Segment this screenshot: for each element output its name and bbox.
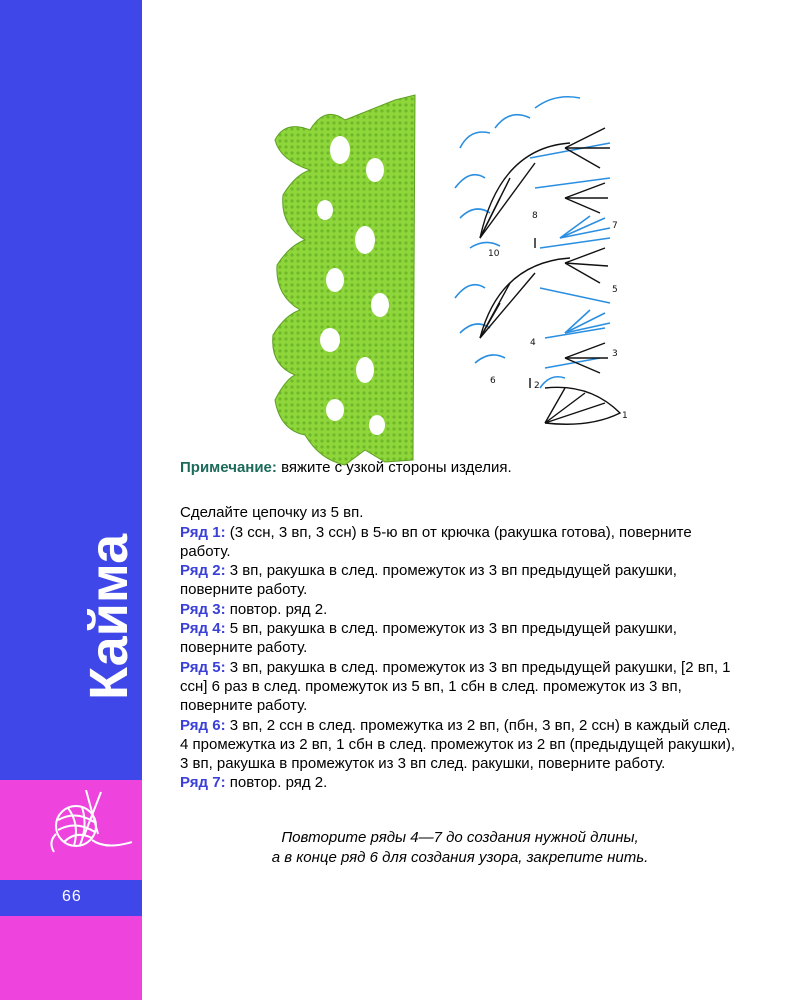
instructions (180, 458, 740, 793)
chapter-title: Кайма (79, 533, 139, 700)
row-label: Ряд 5: (180, 658, 226, 676)
final-line-2: а в конце ряд 6 для создания узора, закрепите нить. (271, 848, 649, 866)
row-2 (180, 561, 740, 600)
row-text: 3 вп, ракушка в след. промежуток из 3 вп предыдущей ракушки, поверните работу. (180, 562, 677, 599)
note-text: вяжите с узкой стороны изделия. (276, 459, 512, 476)
lace-edging-photo (265, 90, 425, 470)
row-text: (3 ссн, 3 вп, 3 ссн) в 5-ю вп от крючка (ракушка готова), поверните работу. (180, 523, 692, 560)
row-text: 3 вп, ракушка в след. промежуток из 3 вп предыдущей ракушки, [2 вп, 1 ссн] 6 раз в след. промежуток из 5 вп, 1 сбн в след. промежуток из 3 вп, поверните работу. (180, 658, 731, 715)
row-label: Ряд 6: (180, 716, 226, 734)
diagram-row-8: 8 (532, 211, 538, 221)
row-text: 5 вп, ракушка в след. промежуток из 3 вп предыдущей ракушки, поверните работу. (180, 620, 677, 657)
note-paragraph (180, 458, 740, 477)
diagram-row-4: 4 (530, 338, 536, 348)
row-text: повтор. ряд 2. (225, 774, 328, 792)
row-1 (180, 523, 740, 562)
row-text: повтор. ряд 2. (225, 600, 328, 618)
final-line-1: Повторите ряды 4—7 до создания нужной длины, (281, 829, 639, 846)
intro-line: Сделайте цепочку из 5 вп. (180, 504, 364, 522)
yarn-ball-icon (46, 790, 136, 860)
diagram-row-7: 7 (612, 221, 618, 231)
row-text: 3 вп, 2 ссн в след. промежутка из 2 вп, (пбн, 3 вп, 2 ссн) в каждый след. 4 промежутка из 2 вп, 1 сбн в след. промежуток из 2 вп (предыдущей ракушки), 3 вп, ракушка в промежуток из 3 вп след. ракушки, поверните работу. (180, 716, 736, 773)
page-number: 66 (62, 888, 82, 905)
diagram-row-10: 10 (488, 249, 500, 259)
row-5 (180, 658, 740, 716)
diagram-row-3: 3 (612, 349, 618, 359)
row-label: Ряд 4: (180, 620, 226, 638)
row-3 (180, 600, 740, 619)
row-4 (180, 619, 740, 658)
final-instruction (180, 828, 740, 867)
row-label: Ряд 3: (180, 600, 226, 618)
diagram-row-1: 1 (622, 411, 628, 421)
diagram-row-5: 5 (612, 285, 618, 295)
row-label: Ряд 1: (180, 523, 226, 541)
note-label: Примечание: (180, 459, 277, 476)
row-label: Ряд 7: (180, 774, 226, 792)
row-label: Ряд 2: (180, 562, 226, 580)
row-6 (180, 716, 740, 774)
crochet-chart (440, 88, 640, 438)
diagram-row-6: 6 (490, 376, 496, 386)
row-7 (180, 773, 740, 792)
diagram-row-2: 2 (534, 381, 540, 391)
